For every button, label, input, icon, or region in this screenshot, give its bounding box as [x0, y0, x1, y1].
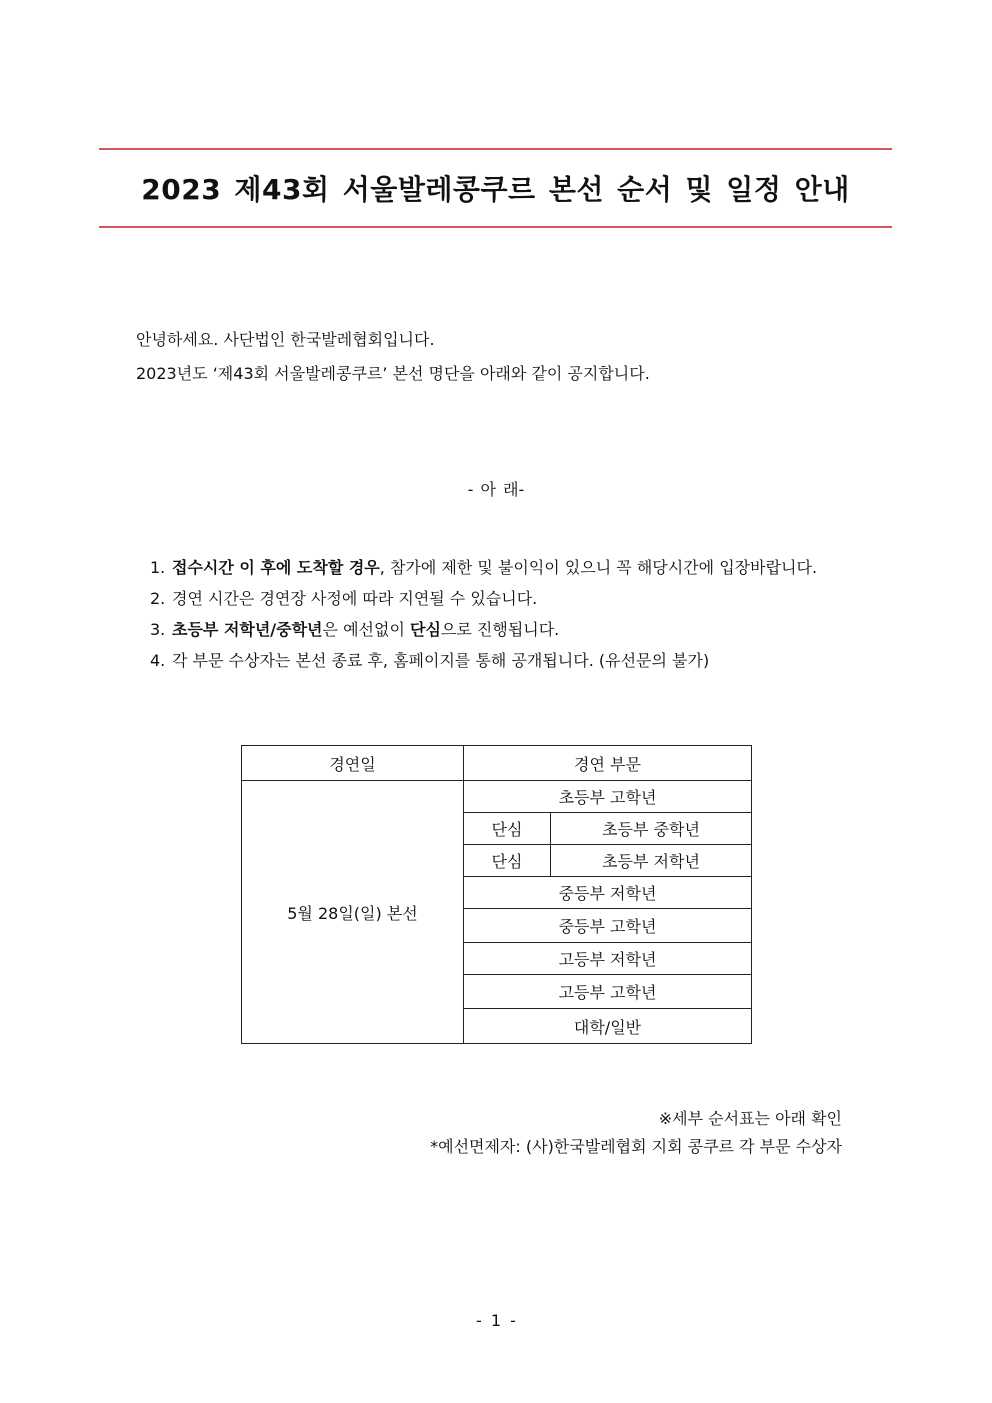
single-judge-cell: 단심: [464, 813, 551, 845]
table-header-row: [242, 746, 752, 781]
notice-list: [150, 556, 817, 680]
header-division: 경연 부문: [464, 746, 752, 781]
page-number: - 1 -: [476, 1311, 516, 1330]
list-item-text: 각 부문 수상자는 본선 종료 후, 홈페이지를 통해 공개됩니다. (유선문의 불가): [172, 651, 710, 670]
list-item: [150, 556, 817, 587]
division-cell: 초등부 중학년: [551, 813, 752, 845]
intro-greeting: 안녕하세요. 사단법인 한국발레협회입니다.: [136, 330, 435, 349]
date-cell: 5월 28일(일) 본선: [242, 781, 464, 1044]
division-cell: 대학/일반: [464, 1009, 752, 1044]
list-item-emphasis: 접수시간 이 후에 도착할 경우: [172, 558, 380, 577]
list-item-text: 경연 시간은 경연장 사정에 따라 지연될 수 있습니다.: [172, 589, 538, 608]
list-item-number: 3.: [150, 620, 166, 639]
single-judge-cell: 단심: [464, 845, 551, 877]
notice-heading: - 아 래-: [467, 480, 525, 499]
division-cell: 초등부 저학년: [551, 845, 752, 877]
division-cell: 고등부 저학년: [464, 943, 752, 975]
list-item-emphasis: 초등부 저학년/중학년: [172, 620, 323, 639]
header-date: 경연일: [242, 746, 464, 781]
list-item-number: 1.: [150, 558, 166, 577]
exemption-note: *예선면제자: (사)한국발레협회 지회 콩쿠르 각 부문 수상자: [430, 1137, 842, 1156]
division-cell: 중등부 고학년: [464, 909, 752, 943]
title-rule-top: [99, 148, 892, 150]
list-item-emphasis: 단심: [409, 620, 441, 639]
list-item-number: 4.: [150, 651, 166, 670]
list-item-text: 으로 진행됩니다.: [440, 620, 560, 639]
intro-announcement: 2023년도 ‘제43회 서울발레콩쿠르’ 본선 명단을 아래와 같이 공지합니다.: [136, 364, 650, 383]
page-title: 2023 제43회 서울발레콩쿠르 본선 순서 및 일정 안내: [141, 173, 850, 206]
list-item-text: , 참가에 제한 및 불이익이 있으니 꼭 해당시간에 입장바랍니다.: [379, 558, 818, 577]
table-row: [242, 781, 752, 813]
order-note: ※세부 순서표는 아래 확인: [658, 1109, 842, 1128]
list-item: [150, 649, 817, 680]
list-item-number: 2.: [150, 589, 166, 608]
list-item: [150, 587, 817, 618]
division-cell: 중등부 저학년: [464, 877, 752, 909]
schedule-table: [241, 745, 752, 1044]
list-item: [150, 618, 817, 649]
division-cell: 초등부 고학년: [464, 781, 752, 813]
division-cell: 고등부 고학년: [464, 975, 752, 1009]
list-item-text: 은 예선없이: [322, 620, 410, 639]
title-rule-bottom: [99, 226, 892, 228]
